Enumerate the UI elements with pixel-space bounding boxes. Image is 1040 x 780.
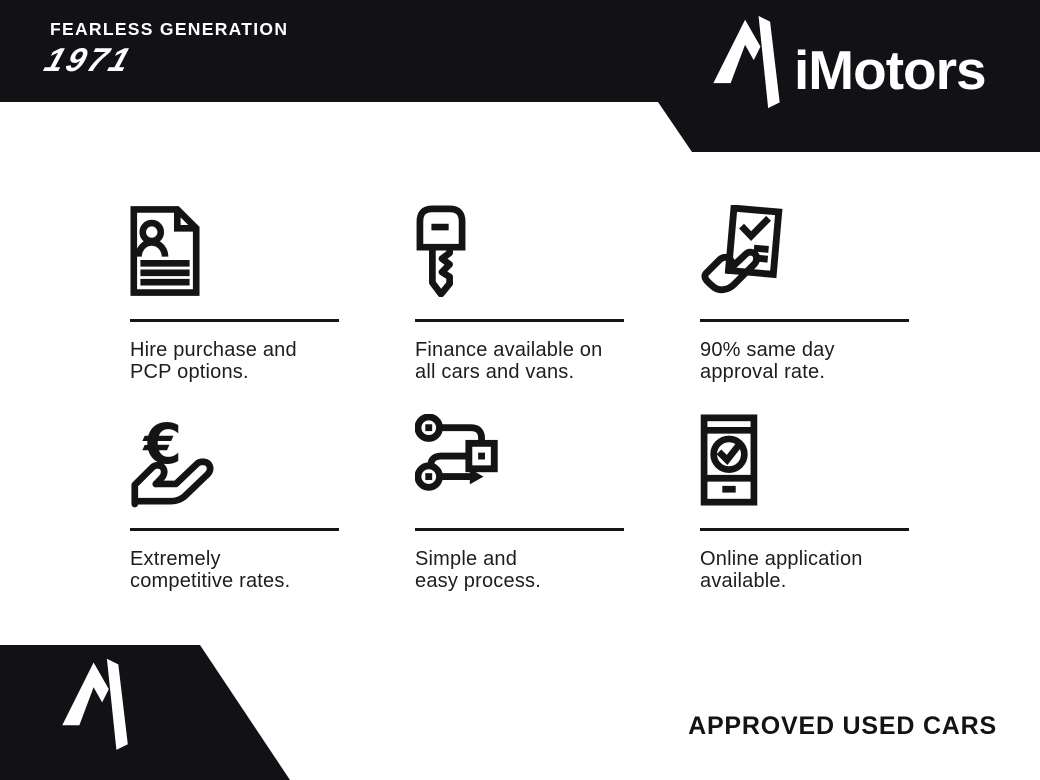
divider-line [130,319,339,322]
divider-line [700,319,909,322]
feature-item-competitive-rates [130,414,370,592]
feature-item-finance-available [415,205,655,383]
feature-caption: Finance available on all cars and vans. [415,339,603,383]
euro-in-hand-icon [130,414,370,506]
feature-item-online-application [700,414,940,592]
approval-checklist-hand-icon [700,205,940,297]
approved-used-cars-caption: APPROVED USED CARS [688,712,997,740]
divider-line [700,528,909,531]
feature-caption: Hire purchase and PCP options. [130,339,297,383]
divider-line [415,319,624,322]
feature-caption: 90% same day approval rate. [700,339,835,383]
divider-line [130,528,339,531]
year-logo: 1971 [40,41,138,78]
footer-black-band [0,645,300,780]
brand-logo-mark [702,12,792,112]
cv-document-icon [130,205,370,297]
phone-check-icon [700,414,940,506]
car-key-icon [415,205,655,297]
feature-item-hire-purchase [130,205,370,383]
feature-item-easy-process [415,414,655,592]
header-tagline: FEARLESS GENERATION [50,19,289,39]
feature-item-approval-rate [700,205,940,383]
feature-caption: Extremely competitive rates. [130,548,291,592]
feature-caption: Online application available. [700,548,863,592]
divider-line [415,528,624,531]
brand-name: iMotors [794,39,986,101]
process-flow-icon [415,414,655,506]
feature-caption: Simple and easy process. [415,548,541,592]
svg-text:€: € [143,414,183,477]
